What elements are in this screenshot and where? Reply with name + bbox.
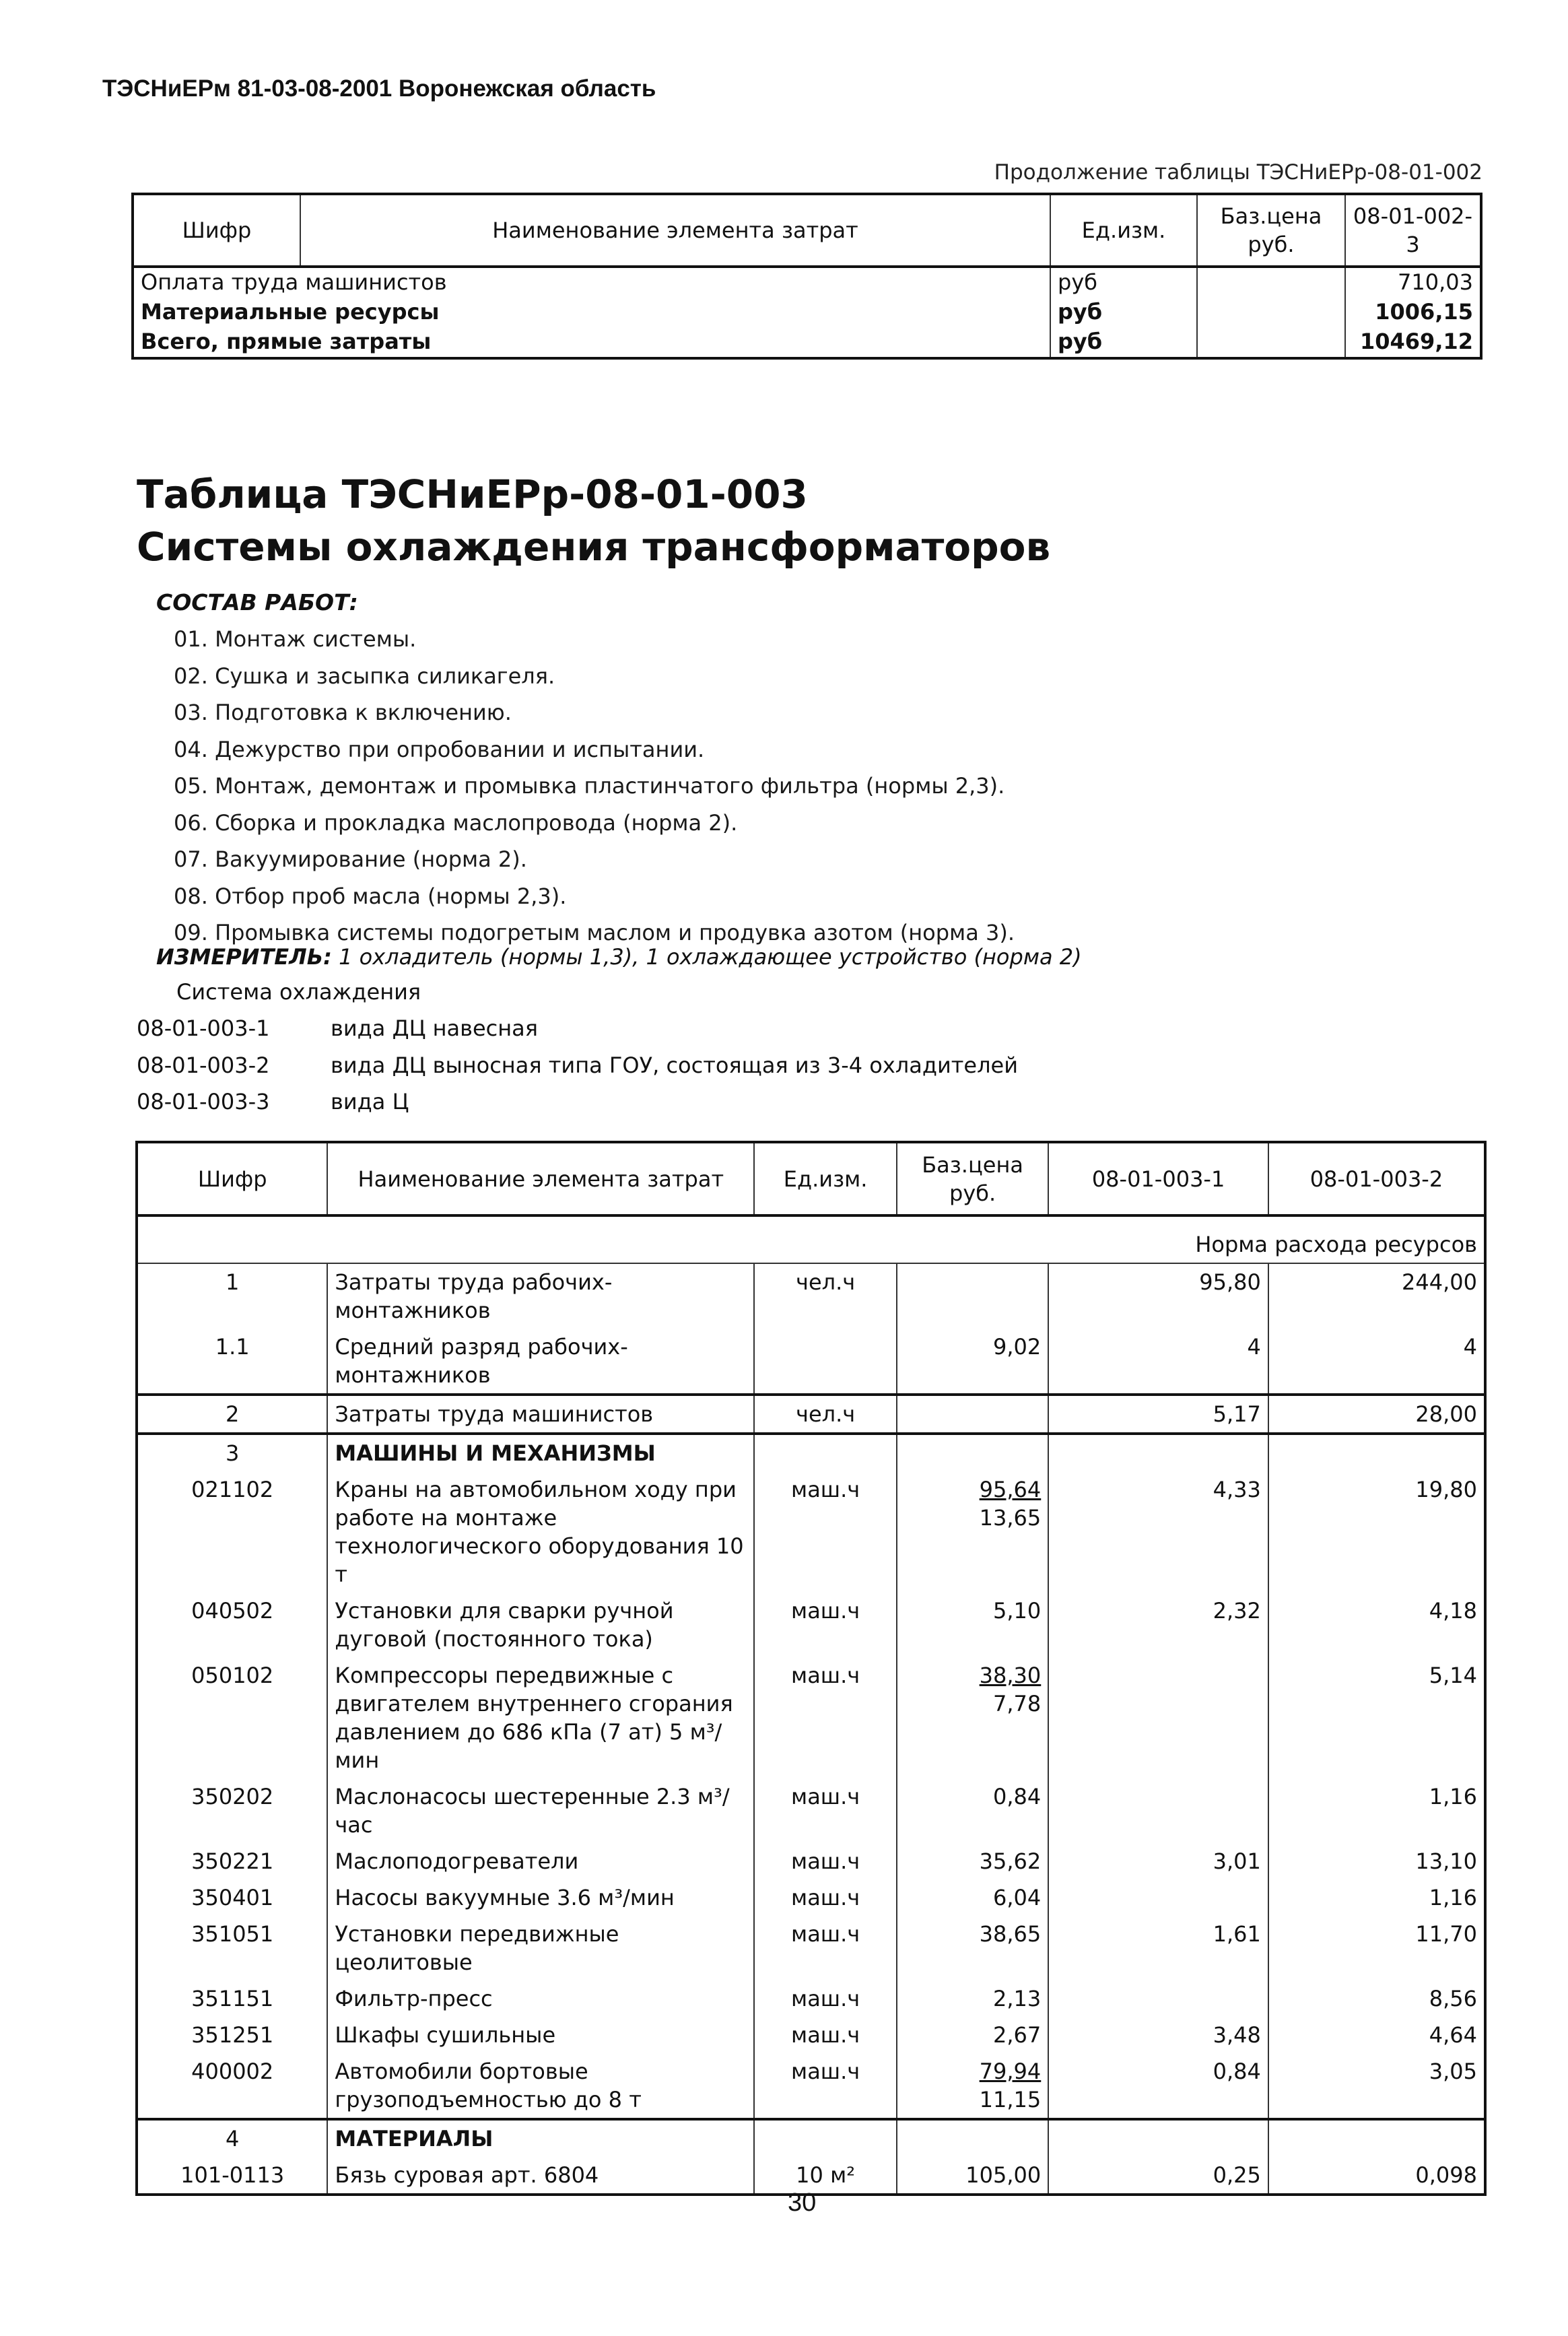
row-price [897, 1916, 1048, 1980]
price-top: 9,02 [993, 1334, 1042, 1360]
row-name: Насосы вакуумные 3.6 м³/мин [327, 1879, 754, 1916]
code-row [137, 1083, 1018, 1121]
row-price [897, 1778, 1048, 1843]
norm-caption: Норма расхода ресурсов [137, 1215, 1485, 1263]
row-price [1197, 298, 1345, 327]
price-bottom: 11,15 [979, 2087, 1042, 2112]
measure-line [156, 944, 1082, 970]
row-code: 101-0113 [137, 2157, 327, 2195]
row-value-1: 4,33 [1048, 1471, 1268, 1593]
code: 08-01-003-3 [137, 1089, 270, 1114]
row-value-1: 3,01 [1048, 1843, 1268, 1879]
row-name: Оплата труда машинистов [133, 267, 1050, 298]
row-value-2: 4 [1463, 1334, 1477, 1360]
table-row [137, 1778, 1485, 1843]
row-unit: руб [1050, 298, 1197, 327]
row-value-1 [1048, 1879, 1268, 1916]
row-unit [754, 2119, 897, 2157]
row-value-2: 0,098 [1415, 2162, 1477, 2188]
measure-text: 1 охладитель (нормы 1,3), 1 охлаждающее устройство (норма 2) [331, 944, 1082, 970]
header-cell-name: Наименование элемента затрат [300, 194, 1050, 267]
list-item: 08. Отбор проб масла (нормы 2,3). [174, 883, 567, 909]
header-cell-name: Наименование элемента затрат [327, 1142, 754, 1215]
row-value-2: 4,64 [1429, 2022, 1477, 2048]
row-price [897, 2119, 1048, 2157]
row-value-1: 3,48 [1048, 2017, 1268, 2053]
table-row [137, 2119, 1485, 2157]
price-bottom: 7,78 [993, 1691, 1042, 1716]
row-price [897, 2053, 1048, 2119]
price-top: 38,30 [979, 1663, 1042, 1688]
header-cell-col1: 08-01-003-1 [1048, 1142, 1268, 1215]
row-name: Маслонасосы шестеренные 2.3 м³/час [327, 1778, 754, 1843]
table-subtitle: Системы охлаждения трансформаторов [137, 524, 1051, 570]
header-cell-code: Шифр [137, 1142, 327, 1215]
table-row [137, 1980, 1485, 2017]
header-cell-unit: Ед.изм. [1050, 194, 1197, 267]
row-unit: маш.ч [754, 1843, 897, 1879]
row-value-2: 4,18 [1429, 1598, 1477, 1624]
list-item: 06. Сборка и прокладка маслопровода (норма 2). [174, 809, 738, 836]
row-unit [754, 1329, 897, 1395]
norm-caption-row [137, 1215, 1485, 1263]
row-value-1 [1048, 1778, 1268, 1843]
list-item: 09. Промывка системы подогретым маслом и продувка азотом (норма 3). [174, 920, 1015, 945]
row-code: 1 [137, 1263, 327, 1329]
row-price [897, 1879, 1048, 1916]
code-row [137, 1010, 1018, 1047]
table-row [137, 1471, 1485, 1593]
price-top: 0,84 [993, 1784, 1042, 1809]
list-item: 03. Подготовка к включению. [174, 700, 512, 725]
row-value-2 [1268, 1434, 1485, 1471]
row-name: Всего, прямые затраты [133, 327, 1050, 358]
row-unit: маш.ч [754, 1980, 897, 2017]
row-value-2: 13,10 [1415, 1848, 1477, 1874]
row-name: МАШИНЫ И МЕХАНИЗМЫ [327, 1434, 754, 1471]
row-value-2: 19,80 [1415, 1477, 1477, 1502]
row-code: 351151 [137, 1980, 327, 2017]
table-row [133, 267, 1481, 298]
row-value: 10469,12 [1359, 329, 1473, 354]
price-top: 105,00 [965, 2162, 1042, 2188]
list-item: 02. Сушка и засыпка силикагеля. [174, 663, 555, 689]
row-price [897, 1395, 1048, 1434]
row-value-1: 0,84 [1048, 2053, 1268, 2119]
document-header: ТЭСНиЕРм 81-03-08-2001 Воронежская область [102, 75, 656, 102]
row-value-2: 8,56 [1429, 1986, 1477, 2011]
list-item: 05. Монтаж, демонтаж и промывка пластинчатого фильтра (нормы 2,3). [174, 773, 1005, 799]
row-code: 050102 [137, 1657, 327, 1778]
row-code: 040502 [137, 1593, 327, 1657]
row-code: 350202 [137, 1778, 327, 1843]
row-unit: руб [1050, 327, 1197, 358]
row-name: Компрессоры передвижные с двигателем внутреннего сгорания давлением до 686 кПа (7 ат) 5 м³/мин [327, 1657, 754, 1778]
code-desc: вида ДЦ навесная [331, 1015, 539, 1041]
row-price [897, 1329, 1048, 1395]
price-top: 2,67 [993, 2022, 1042, 2048]
header-cell-price: Баз.цена руб. [1197, 194, 1345, 267]
row-name: Затраты труда рабочих-монтажников [327, 1263, 754, 1329]
system-title: Система охлаждения [176, 979, 421, 1005]
continuation-table [131, 193, 1482, 360]
works-label: СОСТАВ РАБОТ: [156, 589, 358, 615]
row-value-1: 4 [1048, 1329, 1268, 1395]
row-name: Фильтр-пресс [327, 1980, 754, 2017]
row-value-2 [1268, 2119, 1485, 2157]
table-row [137, 1657, 1485, 1778]
page-number: 30 [788, 2189, 817, 2217]
row-value-1: 0,25 [1048, 2157, 1268, 2195]
row-unit: маш.ч [754, 1593, 897, 1657]
row-value-1: 2,32 [1048, 1593, 1268, 1657]
code: 08-01-003-2 [137, 1052, 270, 1078]
row-price [897, 1843, 1048, 1879]
row-value-1: 1,61 [1048, 1916, 1268, 1980]
row-value-1: 5,17 [1048, 1395, 1268, 1434]
row-unit: руб [1050, 267, 1197, 298]
continuation-caption: Продолжение таблицы ТЭСНиЕРр-08-01-002 [994, 160, 1482, 185]
row-value-2: 244,00 [1402, 1269, 1477, 1295]
price-top: 35,62 [979, 1848, 1042, 1874]
price-bottom: 13,65 [979, 1505, 1042, 1531]
row-code: 1.1 [137, 1329, 327, 1395]
row-unit: чел.ч [754, 1395, 897, 1434]
row-price [897, 1263, 1048, 1329]
table-row [137, 1263, 1485, 1329]
row-code: 400002 [137, 2053, 327, 2119]
row-price [897, 1657, 1048, 1778]
table-row [133, 298, 1481, 327]
table-row [137, 1395, 1485, 1434]
row-unit: маш.ч [754, 1916, 897, 1980]
row-value-1 [1048, 2119, 1268, 2157]
list-item: 01. Монтаж системы. [174, 626, 417, 652]
row-name: Шкафы сушильные [327, 2017, 754, 2053]
row-name: МАТЕРИАЛЫ [327, 2119, 754, 2157]
row-unit [754, 1434, 897, 1471]
table-row [137, 1843, 1485, 1879]
row-value-1 [1048, 1434, 1268, 1471]
header-cell-code: Шифр [133, 194, 300, 267]
row-unit: маш.ч [754, 1657, 897, 1778]
row-unit: маш.ч [754, 1471, 897, 1593]
row-value-2: 28,00 [1268, 1395, 1485, 1434]
measure-label: ИЗМЕРИТЕЛЬ: [156, 944, 332, 970]
table-row [137, 1916, 1485, 1980]
row-code: 2 [137, 1395, 327, 1434]
row-name: Материальные ресурсы [133, 298, 1050, 327]
row-value: 710,03 [1398, 269, 1473, 295]
row-code: 350221 [137, 1843, 327, 1879]
row-unit: 10 м² [754, 2157, 897, 2195]
row-name: Затраты труда машинистов [327, 1395, 754, 1434]
table-row [137, 1879, 1485, 1916]
row-unit: маш.ч [754, 1879, 897, 1916]
price-top: 95,64 [979, 1477, 1042, 1502]
row-code: 4 [137, 2119, 327, 2157]
code-desc: вида ДЦ выносная типа ГОУ, состоящая из 3-4 охладителей [331, 1052, 1019, 1078]
row-price [897, 1471, 1048, 1593]
code-list [137, 1010, 1018, 1121]
row-price [897, 1980, 1048, 2017]
row-code: 350401 [137, 1879, 327, 1916]
list-item: 04. Дежурство при опробовании и испытании. [174, 736, 705, 762]
row-price [897, 1593, 1048, 1657]
row-price [1197, 267, 1345, 298]
row-value-2: 1,16 [1429, 1885, 1477, 1910]
header-cell-value: 08-01-002-3 [1345, 194, 1481, 267]
header-cell-price: Баз.цена руб. [897, 1142, 1048, 1215]
table-row [133, 327, 1481, 358]
row-value-1 [1048, 1980, 1268, 2017]
row-value-2: 1,16 [1429, 1784, 1477, 1809]
row-name: Средний разряд рабочих-монтажников [327, 1329, 754, 1395]
price-top: 5,10 [993, 1598, 1042, 1624]
price-top: 6,04 [993, 1885, 1042, 1910]
price-top: 2,13 [993, 1986, 1042, 2011]
row-price [897, 2157, 1048, 2195]
row-unit: маш.ч [754, 2017, 897, 2053]
row-name: Маслоподогреватели [327, 1843, 754, 1879]
code: 08-01-003-1 [137, 1015, 270, 1041]
row-value-2: 11,70 [1415, 1921, 1477, 1947]
row-code: 351051 [137, 1916, 327, 1980]
row-unit: маш.ч [754, 2053, 897, 2119]
row-name: Автомобили бортовые грузоподъемностью до 8 т [327, 2053, 754, 2119]
code-row [137, 1047, 1018, 1084]
row-code: 351251 [137, 2017, 327, 2053]
row-name: Установки для сварки ручной дуговой (постоянного тока) [327, 1593, 754, 1657]
table-row [137, 1329, 1485, 1395]
row-value-1 [1048, 1657, 1268, 1778]
row-name: Краны на автомобильном ходу при работе на монтаже технологического оборудования 10 т [327, 1471, 754, 1593]
row-value: 1006,15 [1375, 299, 1473, 325]
table-row [137, 2053, 1485, 2119]
works-list [174, 621, 1015, 952]
row-code: 3 [137, 1434, 327, 1471]
table-row [137, 1593, 1485, 1657]
header-cell-unit: Ед.изм. [754, 1142, 897, 1215]
row-name: Установки передвижные цеолитовые [327, 1916, 754, 1980]
row-name: Бязь суровая арт. 6804 [327, 2157, 754, 2195]
price-top: 38,65 [979, 1921, 1042, 1947]
row-value-2: 3,05 [1429, 2059, 1477, 2084]
resources-table [135, 1141, 1487, 2196]
table-row [137, 1434, 1485, 1471]
row-unit: маш.ч [754, 1778, 897, 1843]
row-value-2: 5,14 [1429, 1663, 1477, 1688]
table-title: Таблица ТЭСНиЕРр-08-01-003 [137, 471, 808, 517]
row-price [897, 1434, 1048, 1471]
price-top: 79,94 [979, 2059, 1042, 2084]
row-value-1: 95,80 [1048, 1263, 1268, 1329]
row-price [1197, 327, 1345, 358]
code-desc: вида Ц [331, 1089, 409, 1114]
row-unit: чел.ч [754, 1263, 897, 1329]
row-code: 021102 [137, 1471, 327, 1593]
header-cell-col2: 08-01-003-2 [1268, 1142, 1485, 1215]
table-row [137, 2017, 1485, 2053]
list-item: 07. Вакуумирование (норма 2). [174, 846, 527, 872]
row-price [897, 2017, 1048, 2053]
